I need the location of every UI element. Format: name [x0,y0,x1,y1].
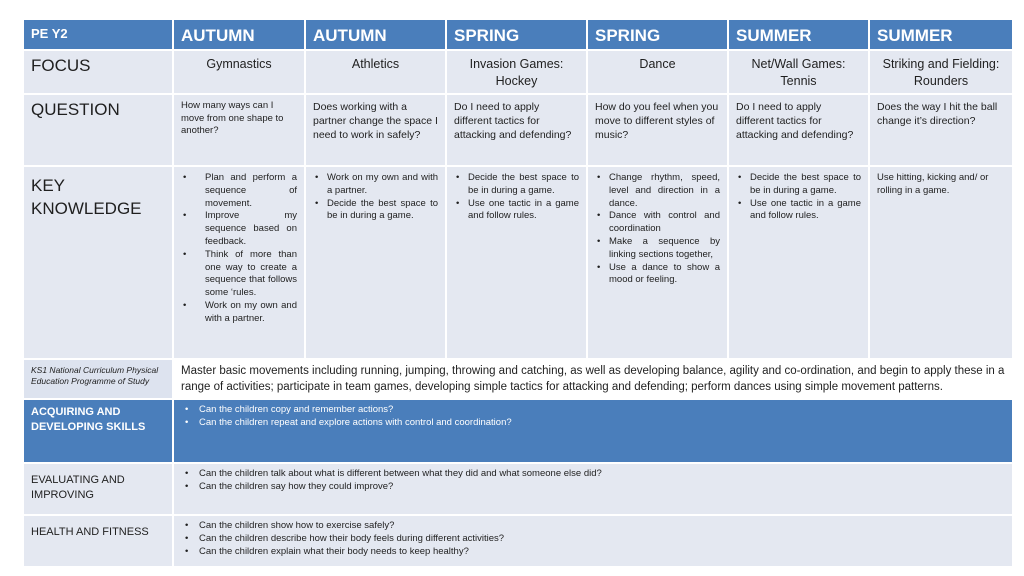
focus-dance: Dance [639,57,676,71]
knowledge-rounders: Use hitting, kicking and/ or rolling in a game. [877,172,989,196]
list-item: • Make a sequence by linking sections together, [595,236,720,262]
question-text: Do I need to apply different tactics for attacking and defending? [736,101,854,141]
health-label: HEALTH AND FITNESS [31,526,149,538]
acquiring-label: ACQUIRING AND DEVELOPING SKILLS [31,406,146,433]
focus-rounders: Striking and Fielding: Rounders [882,57,1000,88]
key-knowledge-label-cell [23,166,173,359]
national-curriculum-cell [173,359,1013,399]
knowledge-list-gymnastics [181,172,297,326]
acquiring-cell [173,399,1013,463]
header-row [23,19,1013,50]
list-item: • Work on my own and with a partner. [181,300,297,326]
evaluating-list [181,467,1005,493]
health-row [23,515,1013,567]
focus-row [23,50,1013,94]
focus-cell [173,50,305,94]
question-label-cell [23,94,173,166]
national-curriculum-label-cell [23,359,173,399]
list-item: • Plan and perform a sequence of movement. [181,172,297,210]
list-item: • Decide the best space to be in during a game. [736,172,861,198]
list-item: • Decide the best space to be in during a game. [313,198,438,224]
knowledge-list-hockey [454,172,579,223]
list-item: • Use one tactic in a game and follow rules. [736,198,861,224]
acquiring-row [23,399,1013,463]
list-item: • Work on my own and with a partner. [313,172,438,198]
list-item: • Can the children talk about what is different between what they did and what someone else did? [181,467,1005,480]
focus-cell [587,50,728,94]
knowledge-cell [587,166,728,359]
list-item: • Can the children explain what their body needs to keep healthy? [181,545,1005,558]
focus-hockey: Invasion Games: Hockey [469,57,564,88]
question-label: QUESTION [31,100,120,119]
question-text: How do you feel when you move to different styles of music? [595,101,719,141]
term-header: AUTUMN [173,19,305,50]
health-label-cell [23,515,173,567]
term-header: SPRING [446,19,587,50]
focus-label: FOCUS [31,56,91,75]
knowledge-list-athletics [313,172,438,223]
evaluating-label: EVALUATING AND IMPROVING [31,474,125,501]
focus-cell [869,50,1013,94]
focus-cell [446,50,587,94]
focus-gymnastics: Gymnastics [206,57,272,71]
evaluating-row [23,463,1013,515]
focus-athletics: Athletics [351,57,400,71]
national-curriculum-row [23,359,1013,399]
list-item: • Can the children say how they could improve? [181,480,1005,493]
knowledge-cell [305,166,446,359]
list-item: • Can the children show how to exercise safely? [181,519,1005,532]
list-item: • Change rhythm, speed, level and direction in a dance. [595,172,720,210]
evaluating-cell [173,463,1013,515]
list-item: • Use a dance to show a mood or feeling. [595,262,720,288]
national-curriculum-label: KS1 National Curriculum Physical Education Programme of Study [31,365,159,386]
acquiring-list [181,403,1005,429]
evaluating-label-cell [23,463,173,515]
question-cell [728,94,869,166]
list-item: • Can the children copy and remember actions? [181,403,1005,416]
health-list [181,519,1005,558]
national-curriculum-text: Master basic movements including running, jumping, throwing and catching, as well as developing balance, agility and co-ordination, and begin to apply these in a range of activities; participate in team games, developing simple tactics for attacking and defending; perform dances using simple movement patterns. [181,365,1005,393]
corner-label: PE Y2 [23,19,173,50]
term-header: AUTUMN [305,19,446,50]
focus-label-cell [23,50,173,94]
question-cell [587,94,728,166]
question-text: Does working with a partner change the space I need to work in safely? [313,101,438,141]
list-item: • Think of more than one way to create a sequence that follows some ‘rules. [181,249,297,300]
list-item: • Decide the best space to be in during a game. [454,172,579,198]
question-row [23,94,1013,166]
question-text: Does the way I hit the ball change it’s direction? [877,101,998,127]
question-cell [173,94,305,166]
list-item: • Use one tactic in a game and follow rules. [454,198,579,224]
focus-tennis: Net/Wall Games: Tennis [751,57,846,88]
question-cell [869,94,1013,166]
question-cell [446,94,587,166]
list-item: • Improve my sequence based on feedback. [181,210,297,248]
key-knowledge-row [23,166,1013,359]
term-header: SUMMER [869,19,1013,50]
term-header: SPRING [587,19,728,50]
health-cell [173,515,1013,567]
question-text: How many ways can I move from one shape to another? [181,100,284,136]
list-item: • Can the children describe how their body feels during different activities? [181,532,1005,545]
focus-cell [305,50,446,94]
knowledge-cell [869,166,1013,359]
knowledge-list-dance [595,172,720,287]
knowledge-cell [728,166,869,359]
focus-cell [728,50,869,94]
key-knowledge-label: KEY KNOWLEDGE [31,176,142,218]
question-cell [305,94,446,166]
list-item: • Dance with control and coordination [595,210,720,236]
curriculum-table [22,18,1014,568]
acquiring-label-cell [23,399,173,463]
list-item: • Can the children repeat and explore actions with control and coordination? [181,416,1005,429]
question-text: Do I need to apply different tactics for attacking and defending? [454,101,572,141]
knowledge-list-tennis [736,172,861,223]
term-header: SUMMER [728,19,869,50]
knowledge-cell [446,166,587,359]
knowledge-cell [173,166,305,359]
